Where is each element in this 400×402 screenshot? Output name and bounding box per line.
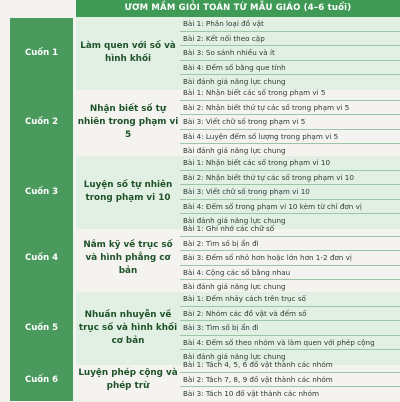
book-title: Nhận biết số tự nhiên trong phạm vi 5 (77, 103, 179, 140)
lesson-item: Bài đánh giá năng lực chung (183, 282, 286, 291)
book-label: Cuốn 5 (10, 293, 73, 364)
book-label: Cuốn 2 (10, 87, 73, 158)
lesson-item: Bài 4: Luyện đếm số lượng trong phạm vi 5 (180, 130, 400, 145)
series-title: ƯƠM MẦM GIỎI TOÁN TỪ MẪU GIÁO (4–6 tuổi) (76, 0, 400, 17)
lesson-item: Bài 1: Đếm nhảy cách trên trục số (180, 292, 400, 307)
lesson-item: Bài 1: Ghi nhớ các chữ số (180, 222, 400, 237)
lesson-item: Bài đánh giá năng lực chung (183, 146, 286, 155)
lesson-list (180, 292, 400, 364)
lesson-item: Bài 2: Kết nối theo cặp (180, 32, 400, 47)
lesson-item: Bài 3: Tách 10 đồ vật thành các nhóm (183, 389, 320, 398)
lesson-item: Bài 1: Nhận biết các số trong phạm vi 5 (180, 86, 400, 101)
lesson-item: Bài 2: Nhóm các đồ vật và đếm số (180, 307, 400, 322)
lesson-item: Bài 2: Tìm số bị ẩn đi (180, 237, 400, 252)
lesson-item: Bài 4: Đếm số trong phạm vi 10 kèm từ chỉ đơn vị (180, 200, 400, 215)
lesson-item: Bài đánh giá năng lực chung (183, 352, 286, 361)
lesson-list (180, 17, 400, 89)
book-title: Làm quen với số và hình khối (80, 41, 176, 65)
lesson-item: Bài 3: So sánh nhiều và ít (180, 46, 400, 61)
lesson-item: Bài đánh giá năng lực chung (183, 216, 286, 225)
lesson-item: Bài 3: Viết chữ số trong phạm vi 10 (180, 185, 400, 200)
book-title: Luyện số tự nhiên trong phạm vi 10 (83, 180, 173, 204)
lesson-list (180, 222, 400, 294)
book-title: Nhuần nhuyễn về trục số và hình khối cơ bản (78, 309, 178, 346)
book-title: Nắm kỹ về trục số và hình phẳng cơ bản (83, 239, 173, 276)
lesson-item: Bài 1: Phân loại đồ vật (180, 17, 400, 32)
lesson-list (180, 86, 400, 158)
lesson-item: Bài 1: Nhận biết các số trong phạm vi 10 (180, 156, 400, 171)
lesson-item: Bài 3: Tìm số bị ẩn đi (180, 321, 400, 336)
lesson-item: Bài 2: Tách 7, 8, 9 đồ vật thành các nhóm (180, 373, 400, 388)
lesson-list (180, 156, 400, 228)
lesson-item: Bài 3: Viết chữ số trong phạm vi 5 (180, 115, 400, 130)
lesson-list (180, 358, 400, 401)
lesson-item: Bài 4: Đếm số bằng que tính (180, 61, 400, 76)
book-label: Cuốn 4 (10, 223, 73, 294)
book-label: Cuốn 3 (10, 157, 73, 228)
book-label: Cuốn 6 (10, 359, 73, 401)
book-label: Cuốn 1 (10, 18, 73, 89)
lesson-item: Bài đánh giá năng lực chung (183, 77, 286, 86)
lesson-item: Bài 4: Đếm số theo nhóm và làm quen với phép cộng (180, 336, 400, 351)
lesson-item: Bài 2: Nhận biết thứ tự các số trong phạm vi 5 (180, 101, 400, 116)
lesson-item: Bài 2: Nhận biết thứ tự các số trong phạm vi 10 (180, 171, 400, 186)
lesson-item: Bài 3: Đếm số nhỏ hơn hoặc lớn hơn 1-2 đơn vị (180, 251, 400, 266)
lesson-item: Bài 1: Tách 4, 5, 6 đồ vật thành các nhóm (180, 358, 400, 373)
book-title: Luyện phép cộng và phép trừ (78, 367, 178, 391)
lesson-item: Bài 4: Cộng các số bằng nhau (180, 266, 400, 281)
